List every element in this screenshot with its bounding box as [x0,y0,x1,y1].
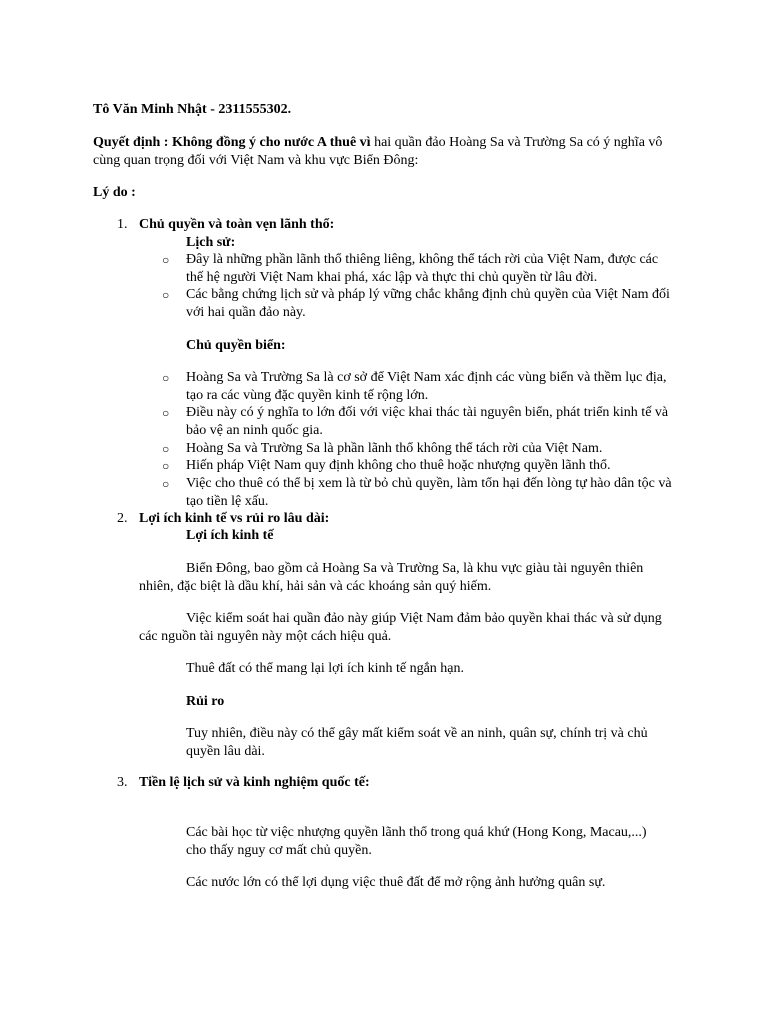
bullet-marker: ○ [162,477,170,491]
section-3-number: 3. [117,775,128,790]
benefit-paragraph-3: Thuê đất có thể mang lại lợi ích kinh tế ngắn hạn. [186,661,464,676]
reason-heading: Lý do : [93,185,136,200]
sovereignty-title: Chủ quyền biển: [186,338,286,353]
benefit-paragraph-2: Việc kiểm soát hai quần đảo này giúp Việt Nam đảm bảo quyền khai thác và sử dụng các nguồn tài nguyên này một cách hiệu quả. [139,611,662,644]
sovereignty-bullet-1: Hoàng Sa và Trường Sa là cơ sở để Việt Nam xác định các vùng biển và thềm lục địa, tạo ra các vùng đặc quyền kinh tế rộng lớn. [186,370,667,403]
section-3-title: Tiền lệ lịch sử và kinh nghiệm quốc tế: [139,775,370,790]
precedent-paragraph-2: Các nước lớn có thể lợi dụng việc thuê đất để mở rộng ảnh hưởng quân sự. [186,875,606,890]
decision-text: hai quần đảo Hoàng Sa và Trường Sa có ý nghĩa vô cùng quan trọng đối với Việt Nam và khu vực Biển Đông: [93,135,663,168]
bullet-marker: ○ [162,253,170,267]
section-1-number: 1. [117,217,128,232]
bullet-marker: ○ [162,442,170,456]
decision-label: Quyết định : Không đồng ý cho nước A thuê vì [93,135,371,150]
sovereignty-bullet-2: Điều này có ý nghĩa to lớn đối với việc khai thác tài nguyên biển, phát triển kinh tế và bảo vệ an ninh quốc gia. [186,405,669,438]
section-1-title: Chủ quyền và toàn vẹn lãnh thổ: [139,217,335,232]
section-2-number: 2. [117,511,128,526]
bullet-marker: ○ [162,406,170,420]
history-title: Lịch sử: [186,235,236,250]
bullet-marker: ○ [162,371,170,385]
benefit-title: Lợi ích kinh tế [186,528,274,543]
sovereignty-bullet-5: Việc cho thuê có thể bị xem là từ bỏ chủ quyền, làm tổn hại đến lòng tự hào dân tộc và tạo tiền lệ xấu. [186,476,672,509]
risk-title: Rủi ro [186,694,225,709]
bullet-marker: ○ [162,288,170,302]
history-bullet-2: Các bằng chứng lịch sử và pháp lý vững chắc khẳng định chủ quyền của Việt Nam đối với hai quần đảo này. [186,287,670,320]
decision-paragraph [93,134,683,169]
risk-paragraph: Tuy nhiên, điều này có thể gây mất kiểm soát về an ninh, quân sự, chính trị và chủ quyền lâu dài. [186,726,648,759]
precedent-paragraph-1: Các bài học từ việc nhượng quyền lãnh thổ trong quá khứ (Hong Kong, Macau,...) cho thấy nguy cơ mất chủ quyền. [186,825,647,858]
section-2-title: Lợi ích kinh tế vs rủi ro lâu dài: [139,511,330,526]
sovereignty-bullet-3: Hoàng Sa và Trường Sa là phần lãnh thổ không thể tách rời của Việt Nam. [186,441,603,456]
bullet-marker: ○ [162,459,170,473]
sovereignty-bullet-4: Hiến pháp Việt Nam quy định không cho thuê hoặc nhượng quyền lãnh thổ. [186,458,611,473]
benefit-paragraph-1: Biển Đông, bao gồm cả Hoàng Sa và Trường Sa, là khu vực giàu tài nguyên thiên nhiên, đặc biệt là dầu khí, hải sản và các khoáng sản quý hiếm. [139,561,644,594]
history-bullet-1: Đây là những phần lãnh thổ thiêng liêng, không thể tách rời của Việt Nam, được các thế hệ người Việt Nam khai phá, xác lập và thực thi chủ quyền từ lâu đời. [186,252,659,285]
author-line: Tô Văn Minh Nhật - 2311555302. [93,102,292,117]
